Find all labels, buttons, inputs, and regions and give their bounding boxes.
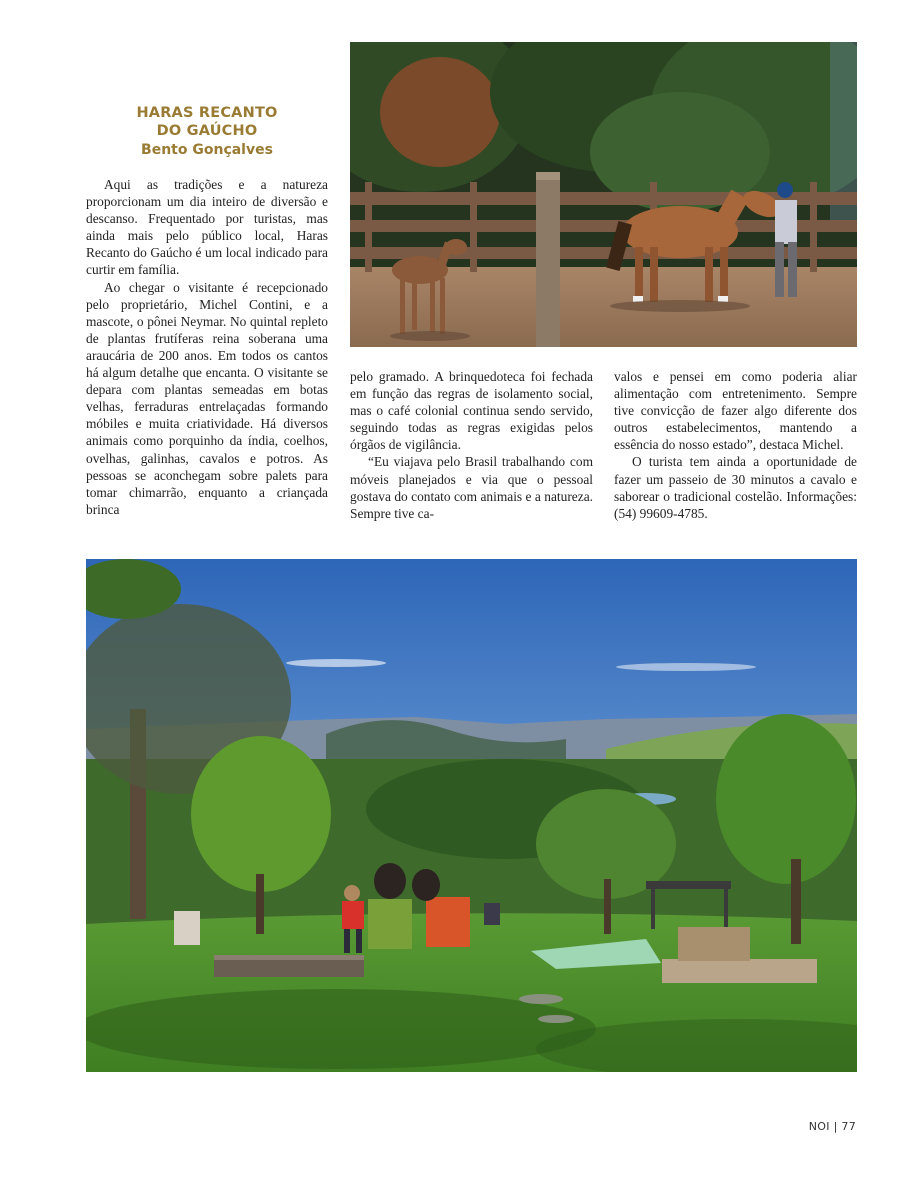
paragraph: O turista tem ainda a oportunidade de fazer um passeio de 30 minutos a cavalo e saborear o tradicional costelão. Informações: (54) 99609-4785. [614, 454, 857, 521]
magazine-name: NOI [808, 1120, 830, 1133]
page-footer [809, 1120, 856, 1133]
text-column-3 [614, 368, 857, 522]
text-column-1 [86, 176, 328, 518]
footer-separator: | [833, 1120, 838, 1133]
article-heading [88, 104, 326, 160]
article-title-line1: HARAS RECANTO [136, 105, 278, 121]
photo-horse-corral [350, 42, 857, 347]
paragraph: Ao chegar o visitante é recepcionado pelo proprietário, Michel Contini, e a mascote, o pônei Neymar. No quintal repleto de plantas frutíferas reina soberana uma araucária de 200 anos. Em todos os cantos há algum detalhe que encanta. O visitante se depara com plantas semeadas em botas velhas, ferraduras entrelaçadas formando móbiles e muita criatividade. Há diversos animais como porquinho da índia, coelhos, ovelhas, galinhas, cavalos e potros. As pessoas se aconchegam sobre palets para tomar chimarrão, enquanto a criançada brinca [86, 279, 328, 517]
paragraph: valos e pensei em como poderia aliar alimentação com entretenimento. Sempre tive convicção de fazer algo diferente dos outros estabelecimentos, mantendo a essência do nosso estado”, destaca Michel. [614, 369, 857, 453]
paragraph: Aqui as tradições e a natureza proporcionam um dia inteiro de diversão e descanso. Frequentado por turistas, mas ainda mais pelo público local, Haras Recanto do Gaúcho é um local indicado para curtir em família. [86, 177, 328, 278]
photo-garden-valley-view [86, 559, 857, 1072]
article-subtitle: Bento Gonçalves [141, 142, 273, 158]
paragraph: pelo gramado. A brinquedoteca foi fechada em função das regras de isolamento social, mas o café colonial continua sendo servido, seguindo todas as regras exigidas pelos órgãos de vigilância. [350, 369, 593, 453]
article-title-line2: DO GAÚCHO [156, 123, 258, 139]
text-column-2 [350, 368, 593, 522]
paragraph: “Eu viajava pelo Brasil trabalhando com móveis planejados e via que o pessoal gostava do contato com animais e a natureza. Sempre tive ca- [350, 454, 593, 521]
page-number: 77 [841, 1120, 856, 1133]
